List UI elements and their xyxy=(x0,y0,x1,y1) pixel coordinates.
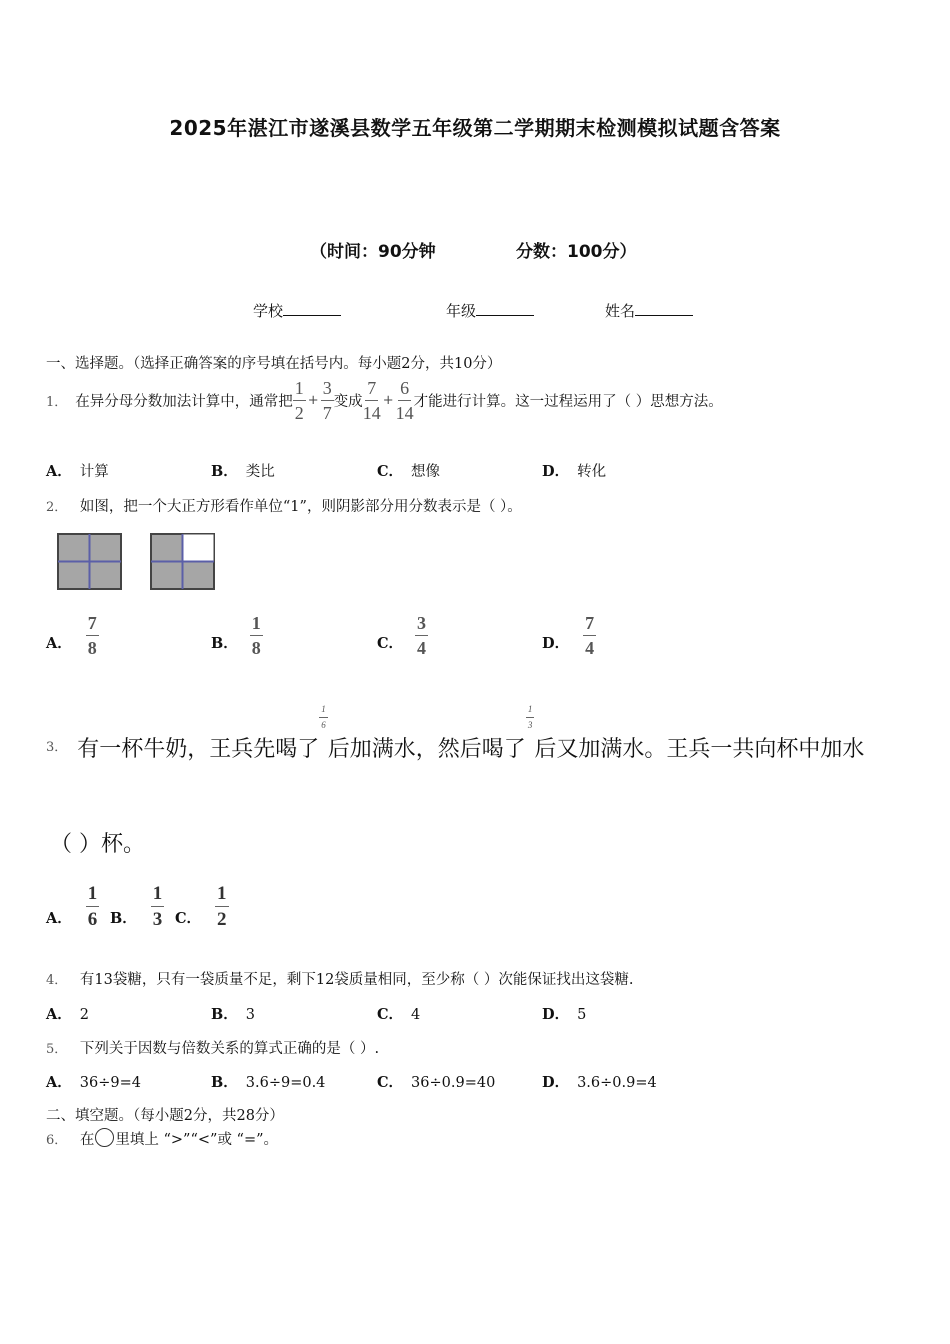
question-text: 有13袋糖，只有一袋质量不足，剩下12袋质量相同，至少称（ ）次能保证找出这袋糖. xyxy=(79,972,634,988)
name-label: 姓名 xyxy=(605,302,636,320)
question-2 xyxy=(46,495,522,516)
option-d[interactable]: D． $\frac{7}{4}$ xyxy=(542,612,595,658)
option-a[interactable]: A． $\frac{7}{8}$ xyxy=(46,612,97,658)
question-number: 4． xyxy=(46,973,68,988)
grid-figure-full xyxy=(57,533,123,591)
school-field[interactable] xyxy=(253,300,341,321)
option-b[interactable]: B． 3 xyxy=(211,1006,255,1023)
fraction: $\frac{7}{4}$ xyxy=(585,612,595,658)
fraction: $\frac{1}{2}$ xyxy=(217,882,227,930)
option-a[interactable]: A． 36÷9=4 xyxy=(46,1074,141,1091)
option-a[interactable]: A． 计算 xyxy=(46,463,109,480)
name-field[interactable] xyxy=(605,300,693,321)
option-c[interactable]: C． 想像 xyxy=(377,463,441,480)
grade-label: 年级 xyxy=(446,302,477,320)
fraction: $\frac{3}{7}$ xyxy=(322,377,332,423)
option-c[interactable]: C． $\frac{1}{2}$ xyxy=(175,882,227,930)
question-text: 才能进行计算。这一过程运用了（ ）思想方法。 xyxy=(413,393,723,410)
question-4 xyxy=(46,968,634,989)
fraction: $\frac{1}{6}$ xyxy=(87,882,98,930)
option-b[interactable]: B． 3.6÷9=0.4 xyxy=(211,1074,326,1091)
question-5 xyxy=(46,1037,379,1058)
option-d[interactable]: D． 3.6÷0.9=4 xyxy=(542,1074,657,1091)
question-text: 里填上 “>”“<”或 “=”。 xyxy=(115,1132,279,1148)
question-3-blank: （ ）杯。 xyxy=(50,832,145,857)
section-heading-choice: 一、选择题。（选择正确答案的序号填在括号内。每小题2分，共10分） xyxy=(46,356,502,372)
question-text: 变成 xyxy=(333,393,363,410)
question-text: 如图，把一个大正方形看作单位“1”，则阴影部分用分数表示是（ ）。 xyxy=(79,499,522,515)
section-heading-fill: 二、填空题。（每小题2分，共28分） xyxy=(46,1108,284,1124)
question-3 xyxy=(46,703,864,763)
fraction: $\frac{7}{8}$ xyxy=(87,612,97,658)
option-c[interactable]: C． 4 xyxy=(377,1006,421,1023)
plus-sign: + xyxy=(307,392,319,408)
grid-figure-partial xyxy=(150,533,216,591)
question-text: 有一杯牛奶，王兵先喝了 xyxy=(77,737,320,762)
name-blank[interactable] xyxy=(635,301,693,316)
school-blank[interactable] xyxy=(283,301,341,316)
option-d[interactable]: D． 转化 xyxy=(542,463,607,480)
option-b[interactable]: B． $\frac{1}{3}$ xyxy=(110,882,163,930)
question-number: 3． xyxy=(46,740,68,755)
fraction: $\frac{6}{14}$ xyxy=(395,377,414,423)
fraction: $\frac{1}{8}$ xyxy=(251,612,261,658)
question-text: 后又加满水。王兵一共向杯中加水 xyxy=(534,737,865,762)
option-a[interactable]: A． 2 xyxy=(46,1006,89,1023)
circle-icon xyxy=(95,1128,114,1147)
grade-field[interactable] xyxy=(446,300,534,321)
option-b[interactable]: B． 类比 xyxy=(211,463,275,480)
question-number: 6． xyxy=(46,1133,68,1148)
fraction: $\frac{1}{6}$ xyxy=(321,704,326,730)
question-number: 1． xyxy=(46,394,68,410)
option-c[interactable]: C． $\frac{3}{4}$ xyxy=(377,612,427,658)
question-text: 后加满水，然后喝了 xyxy=(327,737,526,762)
fraction: $\frac{3}{4}$ xyxy=(417,612,427,658)
grade-blank[interactable] xyxy=(476,301,534,316)
question-text: 下列关于因数与倍数关系的算式正确的是（ ）. xyxy=(79,1041,380,1057)
question-text: 在 xyxy=(79,1132,95,1148)
exam-time: （时间：90分钟 xyxy=(310,242,436,262)
plus-sign: + xyxy=(382,392,394,408)
question-number: 5． xyxy=(46,1042,68,1057)
option-c[interactable]: C． 36÷0.9=40 xyxy=(377,1074,496,1091)
question-6 xyxy=(46,1128,278,1149)
fraction: $\frac{1}{3}$ xyxy=(152,882,163,930)
question-text: 在异分母分数加法计算中，通常把 xyxy=(75,393,293,410)
question-1 xyxy=(46,376,723,424)
school-label: 学校 xyxy=(253,302,284,320)
option-b[interactable]: B． $\frac{1}{8}$ xyxy=(211,612,261,658)
fraction: $\frac{1}{2}$ xyxy=(294,377,304,423)
option-a[interactable]: A． $\frac{1}{6}$ xyxy=(46,882,98,930)
fraction: $\frac{7}{14}$ xyxy=(362,377,381,423)
exam-score: 分数：100分） xyxy=(516,242,637,262)
option-d[interactable]: D． 5 xyxy=(542,1006,587,1023)
fraction: $\frac{1}{3}$ xyxy=(527,704,533,730)
question-number: 2． xyxy=(46,500,68,515)
page-title: 2025年湛江市遂溪县数学五年级第二学期期末检测模拟试题含答案 xyxy=(169,116,781,140)
